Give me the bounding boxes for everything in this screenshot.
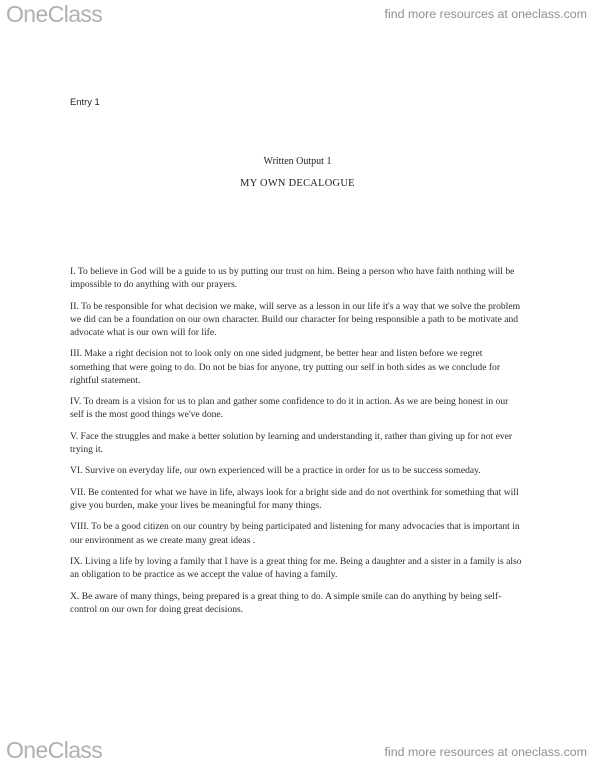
decalogue-rule-9: IX. Living a life by loving a family that I have is a great thing for me. Being a daughter and a sister in a family is also an obligation to be practice as we accept the value of having a family.	[70, 555, 522, 581]
document-subtitle: Written Output 1	[263, 156, 332, 167]
oneclass-logo-text: OneClass	[6, 1, 103, 27]
decalogue-rule-10: X. Be aware of many things, being prepared is a great thing to do. A simple smile can do anything by being self-control on our own for doing great decisions.	[70, 590, 502, 615]
decalogue-rule-4: IV. To dream is a vision for us to plan and gather some confidence to do it in action. As we are being honest in our self is the most good things we've done.	[70, 396, 509, 421]
footer-tagline-link[interactable]: find more resources at oneclass.com	[384, 745, 587, 759]
decalogue-rule-2: II. To be responsible for what decision we make, will serve as a lesson in our life it's a way that we solve the problem we did can be a foundation on our own character. Build our character for being responsible a path to be motivate and advocate what is our own will for life.	[70, 300, 521, 338]
decalogue-rule-6: VI. Survive on everyday life, our own experienced will be a practice in order for us to be success someday.	[70, 465, 481, 477]
oneclass-logo-text: OneClass	[6, 737, 103, 763]
decalogue-rule-5: V. Face the struggles and make a better solution by learning and understanding it, rather than giving up for not ever trying it.	[70, 430, 513, 455]
decalogue-rule-7: VII. Be contented for what we have in life, always look for a bright side and do not overthink for something that will give you burden, make your lives be meaningful for many things.	[70, 486, 519, 511]
document-title: MY OWN DECALOGUE	[240, 178, 355, 189]
decalogue-rule-8: VIII. To be a good citizen on our country by being participated and listening for many advocacies that is important in our environment as we create many great ideas .	[70, 521, 520, 546]
decalogue-list	[70, 265, 522, 624]
header-tagline-link[interactable]: find more resources at oneclass.com	[384, 7, 587, 21]
entry-label: Entry 1	[70, 96, 100, 107]
oneclass-logo-bottom[interactable]	[6, 737, 102, 763]
decalogue-rule-3: III. Make a right decision not to look only on one sided judgment, be better hear and listen before we regret something that were going to do. Do not be bias for anyone, try putting our self in both sides as we conclude for rightful statement.	[70, 348, 501, 386]
oneclass-logo-top[interactable]	[6, 1, 102, 27]
decalogue-rule-1: I. To believe in God will be a guide to us by putting our trust on him. Being a person who have faith nothing will be impossible to do anything with our prayers.	[70, 266, 515, 291]
